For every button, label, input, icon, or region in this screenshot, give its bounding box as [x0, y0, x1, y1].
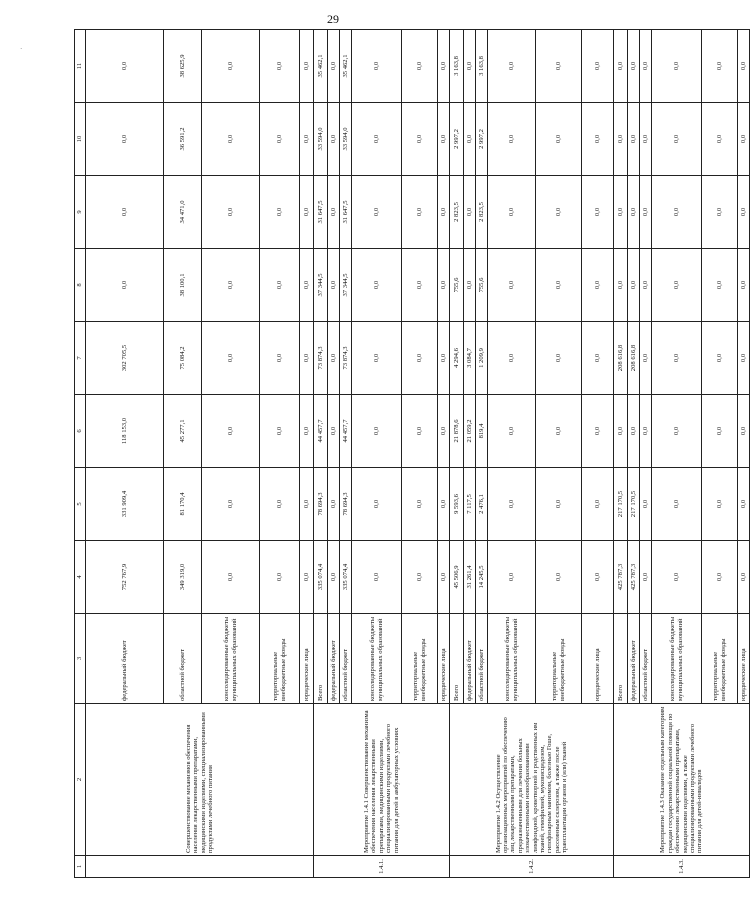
column-number: 4 — [75, 541, 86, 614]
amount-cell: 0,0 — [652, 30, 702, 103]
item-code-cell: 1.4.1. — [314, 856, 450, 878]
funding-source-cell: Всего — [314, 614, 328, 704]
amount-cell: 349 319,0 — [164, 541, 202, 614]
amount-cell: 0,0 — [582, 468, 614, 541]
amount-cell: 0,0 — [640, 541, 652, 614]
item-name-cell: Мероприятие 1.4.1 Совершенствование механизма обеспечения населения лекарственными препаратами, медицинскими изделиями, специализированными продуктами лечебного питания для детей в амбулаторных условиях — [314, 704, 450, 856]
amount-cell: 752 767,9 — [86, 541, 164, 614]
amount-cell: 0,0 — [202, 103, 260, 176]
funding-source-cell: юридические лица — [300, 614, 314, 704]
column-number: 10 — [75, 103, 86, 176]
table-row — [614, 30, 628, 878]
amount-cell: 0,0 — [702, 103, 738, 176]
amount-cell: 0,0 — [202, 541, 260, 614]
amount-cell: 0,0 — [640, 249, 652, 322]
amount-cell: 0,0 — [352, 322, 402, 395]
amount-cell: 0,0 — [652, 541, 702, 614]
page-number: 29 — [327, 12, 339, 26]
amount-cell: 0,0 — [202, 249, 260, 322]
amount-cell: 0,0 — [702, 249, 738, 322]
amount-cell: 0,0 — [438, 30, 450, 103]
amount-cell: 0,0 — [488, 468, 536, 541]
amount-cell: 0,0 — [260, 103, 300, 176]
amount-cell: 0,0 — [438, 103, 450, 176]
amount-cell: 0,0 — [738, 249, 750, 322]
funding-source-cell: областной бюджет — [476, 614, 488, 704]
amount-cell: 0,0 — [652, 176, 702, 249]
amount-cell: 0,0 — [328, 395, 340, 468]
amount-cell: 0,0 — [488, 30, 536, 103]
amount-cell: 0,0 — [464, 249, 476, 322]
amount-cell: 0,0 — [702, 30, 738, 103]
amount-cell: 0,0 — [86, 249, 164, 322]
amount-cell: 45 506,9 — [450, 541, 464, 614]
amount-cell: 302 705,5 — [86, 322, 164, 395]
amount-cell: 0,0 — [260, 176, 300, 249]
funding-source-cell: территориальные внебюджетные фонды — [536, 614, 582, 704]
funding-source-cell: федеральный бюджет — [464, 614, 476, 704]
item-name-cell: Мероприятие 1.4.3 Оказание отдельным категориям граждан государственной социальной помощи по обеспечению лекарственными препаратами, медицинскими изделиями, а также специализированными продуктами лечебного питания для детей-инвалидов — [614, 704, 750, 856]
amount-cell: 0,0 — [582, 541, 614, 614]
amount-cell: 0,0 — [614, 103, 628, 176]
amount-cell: 0,0 — [202, 322, 260, 395]
rotated-table-area — [74, 30, 747, 878]
amount-cell: 0,0 — [702, 468, 738, 541]
amount-cell: 0,0 — [652, 103, 702, 176]
amount-cell: 45 277,1 — [164, 395, 202, 468]
item-code-cell — [86, 856, 314, 878]
amount-cell: 425 787,3 — [628, 541, 640, 614]
amount-cell: 0,0 — [628, 249, 640, 322]
amount-cell: 38 100,1 — [164, 249, 202, 322]
amount-cell: 208 616,8 — [628, 322, 640, 395]
amount-cell: 35 462,1 — [340, 30, 352, 103]
column-number: 9 — [75, 176, 86, 249]
amount-cell: 0,0 — [488, 322, 536, 395]
amount-cell: 0,0 — [640, 30, 652, 103]
amount-cell: 0,0 — [300, 249, 314, 322]
amount-cell: 0,0 — [536, 322, 582, 395]
amount-cell: 2 823,5 — [450, 176, 464, 249]
amount-cell: 31 647,5 — [314, 176, 328, 249]
amount-cell: 0,0 — [738, 30, 750, 103]
amount-cell: 755,6 — [476, 249, 488, 322]
column-number: 11 — [75, 30, 86, 103]
amount-cell: 0,0 — [300, 103, 314, 176]
amount-cell: 0,0 — [628, 30, 640, 103]
table-row — [314, 30, 328, 878]
amount-cell: 819,4 — [476, 395, 488, 468]
amount-cell: 73 874,3 — [314, 322, 328, 395]
column-number: 5 — [75, 468, 86, 541]
amount-cell: 0,0 — [536, 395, 582, 468]
funding-source-cell: консолидированные бюджеты муниципальных образований — [652, 614, 702, 704]
amount-cell: 0,0 — [488, 103, 536, 176]
item-code-cell: 1.4.3. — [614, 856, 750, 878]
amount-cell: 118 153,0 — [86, 395, 164, 468]
funding-source-cell: юридические лица — [582, 614, 614, 704]
amount-cell: 0,0 — [300, 176, 314, 249]
amount-cell: 0,0 — [652, 249, 702, 322]
amount-cell: 0,0 — [260, 468, 300, 541]
amount-cell: 0,0 — [652, 322, 702, 395]
amount-cell: 0,0 — [352, 468, 402, 541]
amount-cell: 425 787,3 — [614, 541, 628, 614]
amount-cell: 38 625,9 — [164, 30, 202, 103]
amount-cell: 0,0 — [328, 468, 340, 541]
amount-cell: 0,0 — [738, 541, 750, 614]
amount-cell: 0,0 — [536, 176, 582, 249]
amount-cell: 0,0 — [582, 176, 614, 249]
amount-cell: 755,6 — [450, 249, 464, 322]
amount-cell: 0,0 — [260, 541, 300, 614]
amount-cell: 0,0 — [464, 176, 476, 249]
amount-cell: 0,0 — [628, 103, 640, 176]
column-number-row — [75, 30, 86, 878]
table-row — [450, 30, 464, 878]
amount-cell: 44 457,7 — [340, 395, 352, 468]
amount-cell: 0,0 — [438, 468, 450, 541]
amount-cell: 0,0 — [300, 30, 314, 103]
amount-cell: 3 163,8 — [450, 30, 464, 103]
amount-cell: 33 594,0 — [340, 103, 352, 176]
amount-cell: 78 694,3 — [314, 468, 328, 541]
amount-cell: 0,0 — [438, 249, 450, 322]
amount-cell: 81 170,4 — [164, 468, 202, 541]
amount-cell: 0,0 — [582, 395, 614, 468]
amount-cell: 0,0 — [582, 103, 614, 176]
amount-cell: 0,0 — [640, 322, 652, 395]
amount-cell: 0,0 — [86, 103, 164, 176]
funding-source-cell: юридические лица — [438, 614, 450, 704]
funding-source-cell: областной бюджет — [340, 614, 352, 704]
amount-cell: 0,0 — [640, 468, 652, 541]
amount-cell: 4 294,6 — [450, 322, 464, 395]
amount-cell: 0,0 — [300, 541, 314, 614]
funding-source-cell: консолидированные бюджеты муниципальных образований — [202, 614, 260, 704]
amount-cell: 0,0 — [536, 103, 582, 176]
amount-cell: 0,0 — [614, 176, 628, 249]
amount-cell: 0,0 — [640, 103, 652, 176]
amount-cell: 0,0 — [352, 176, 402, 249]
amount-cell: 78 694,3 — [340, 468, 352, 541]
budget-table — [74, 29, 750, 878]
amount-cell: 0,0 — [652, 395, 702, 468]
funding-source-cell: федеральный бюджет — [628, 614, 640, 704]
amount-cell: 3 163,8 — [476, 30, 488, 103]
amount-cell: 0,0 — [488, 176, 536, 249]
amount-cell: 0,0 — [402, 322, 438, 395]
amount-cell: 0,0 — [328, 176, 340, 249]
funding-source-cell: областной бюджет — [640, 614, 652, 704]
amount-cell: 0,0 — [614, 30, 628, 103]
amount-cell: 0,0 — [582, 322, 614, 395]
amount-cell: 0,0 — [202, 395, 260, 468]
amount-cell: 0,0 — [402, 30, 438, 103]
amount-cell: 0,0 — [582, 249, 614, 322]
amount-cell: 331 909,4 — [86, 468, 164, 541]
amount-cell: 0,0 — [488, 249, 536, 322]
column-number: 2 — [75, 704, 86, 856]
amount-cell: 0,0 — [536, 468, 582, 541]
amount-cell: 0,0 — [300, 395, 314, 468]
amount-cell: 21 878,6 — [450, 395, 464, 468]
amount-cell: 0,0 — [582, 30, 614, 103]
funding-source-cell: Всего — [614, 614, 628, 704]
amount-cell: 0,0 — [438, 541, 450, 614]
amount-cell: 0,0 — [202, 176, 260, 249]
amount-cell: 0,0 — [738, 468, 750, 541]
amount-cell: 0,0 — [328, 103, 340, 176]
funding-source-cell: территориальные внебюджетные фонды — [402, 614, 438, 704]
amount-cell: 73 874,3 — [340, 322, 352, 395]
amount-cell: 0,0 — [536, 30, 582, 103]
amount-cell: 0,0 — [260, 322, 300, 395]
amount-cell: 0,0 — [328, 541, 340, 614]
amount-cell: 217 170,5 — [614, 468, 628, 541]
amount-cell: 0,0 — [738, 322, 750, 395]
amount-cell: 2 997,2 — [450, 103, 464, 176]
table-row — [86, 30, 164, 878]
amount-cell: 0,0 — [438, 322, 450, 395]
amount-cell: 0,0 — [86, 30, 164, 103]
amount-cell: 0,0 — [628, 176, 640, 249]
amount-cell: 37 344,5 — [314, 249, 328, 322]
amount-cell: 0,0 — [328, 322, 340, 395]
amount-cell: 0,0 — [202, 468, 260, 541]
amount-cell: 217 170,5 — [628, 468, 640, 541]
amount-cell: 0,0 — [352, 541, 402, 614]
amount-cell: 0,0 — [652, 468, 702, 541]
amount-cell: 14 245,5 — [476, 541, 488, 614]
amount-cell: 0,0 — [438, 176, 450, 249]
amount-cell: 0,0 — [260, 30, 300, 103]
amount-cell: 0,0 — [738, 103, 750, 176]
amount-cell: 0,0 — [202, 30, 260, 103]
item-name-cell: Совершенствование механизмов обеспечения населения лекарственными препаратами, медицинскими изделиями, специализированными продуктами лечебного питания — [86, 704, 314, 856]
amount-cell: 0,0 — [536, 541, 582, 614]
amount-cell: 31 261,4 — [464, 541, 476, 614]
amount-cell: 75 084,2 — [164, 322, 202, 395]
amount-cell: 0,0 — [640, 176, 652, 249]
amount-cell: 0,0 — [402, 103, 438, 176]
amount-cell: 0,0 — [614, 395, 628, 468]
column-number: 1 — [75, 856, 86, 878]
amount-cell: 0,0 — [352, 249, 402, 322]
amount-cell: 36 591,2 — [164, 103, 202, 176]
amount-cell: 0,0 — [702, 322, 738, 395]
amount-cell: 0,0 — [614, 249, 628, 322]
amount-cell: 33 594,0 — [314, 103, 328, 176]
amount-cell: 0,0 — [738, 395, 750, 468]
amount-cell: 335 074,4 — [314, 541, 328, 614]
amount-cell: 0,0 — [352, 103, 402, 176]
amount-cell: 0,0 — [464, 103, 476, 176]
amount-cell: 0,0 — [260, 395, 300, 468]
amount-cell: 44 457,7 — [314, 395, 328, 468]
amount-cell: 0,0 — [300, 468, 314, 541]
amount-cell: 0,0 — [536, 249, 582, 322]
amount-cell: 0,0 — [352, 30, 402, 103]
rotated-landscape-page — [74, 30, 747, 878]
amount-cell: 35 462,1 — [314, 30, 328, 103]
amount-cell: 0,0 — [438, 395, 450, 468]
amount-cell: 0,0 — [300, 322, 314, 395]
amount-cell: 0,0 — [328, 249, 340, 322]
funding-source-cell: федеральный бюджет — [328, 614, 340, 704]
funding-source-cell: консолидированные бюджеты муниципальных образований — [488, 614, 536, 704]
amount-cell: 0,0 — [488, 395, 536, 468]
item-name-cell: Мероприятие 1.4.2 Осуществление организационных мероприятий по обеспечению лиц лекарственными препаратами, предназначенными для лечения больных злокачественными новообразованиями лимфоидной, кроветворной и родственных им тканей, гемофилией, муковисцидозом, гипофизарным нанизмом, болезнью Гоше, рассеянным склерозом, а также после трансплантации органов и (или) тканей — [450, 704, 614, 856]
funding-source-cell: областной бюджет — [164, 614, 202, 704]
amount-cell: 2 823,5 — [476, 176, 488, 249]
amount-cell: 0,0 — [488, 541, 536, 614]
item-code-cell: 1.4.2. — [450, 856, 614, 878]
funding-source-cell: федеральный бюджет — [86, 614, 164, 704]
funding-source-cell: территориальные внебюджетные фонды — [260, 614, 300, 704]
amount-cell: 2 476,1 — [476, 468, 488, 541]
amount-cell: 21 059,2 — [464, 395, 476, 468]
scan-mark: · — [20, 45, 23, 53]
amount-cell: 3 084,7 — [464, 322, 476, 395]
amount-cell: 0,0 — [402, 541, 438, 614]
column-number: 7 — [75, 322, 86, 395]
amount-cell: 0,0 — [702, 395, 738, 468]
funding-source-cell: территориальные внебюджетные фонды — [702, 614, 738, 704]
amount-cell: 34 471,0 — [164, 176, 202, 249]
amount-cell: 0,0 — [702, 176, 738, 249]
funding-source-cell: Всего — [450, 614, 464, 704]
amount-cell: 0,0 — [702, 541, 738, 614]
amount-cell: 0,0 — [352, 395, 402, 468]
amount-cell: 208 616,8 — [614, 322, 628, 395]
amount-cell: 0,0 — [86, 176, 164, 249]
amount-cell: 0,0 — [402, 249, 438, 322]
amount-cell: 0,0 — [402, 395, 438, 468]
amount-cell: 0,0 — [260, 249, 300, 322]
amount-cell: 0,0 — [402, 176, 438, 249]
amount-cell: 7 117,5 — [464, 468, 476, 541]
amount-cell: 2 997,2 — [476, 103, 488, 176]
column-number: 6 — [75, 395, 86, 468]
funding-source-cell: консолидированные бюджеты муниципальных образований — [352, 614, 402, 704]
amount-cell: 0,0 — [464, 30, 476, 103]
amount-cell: 0,0 — [402, 468, 438, 541]
amount-cell: 37 344,5 — [340, 249, 352, 322]
funding-source-cell: юридические лица — [738, 614, 750, 704]
amount-cell: 0,0 — [628, 395, 640, 468]
amount-cell: 9 593,6 — [450, 468, 464, 541]
column-number: 3 — [75, 614, 86, 704]
amount-cell: 0,0 — [640, 395, 652, 468]
amount-cell: 31 647,5 — [340, 176, 352, 249]
column-number: 8 — [75, 249, 86, 322]
amount-cell: 0,0 — [328, 30, 340, 103]
amount-cell: 335 074,4 — [340, 541, 352, 614]
amount-cell: 1 209,9 — [476, 322, 488, 395]
amount-cell: 0,0 — [738, 176, 750, 249]
